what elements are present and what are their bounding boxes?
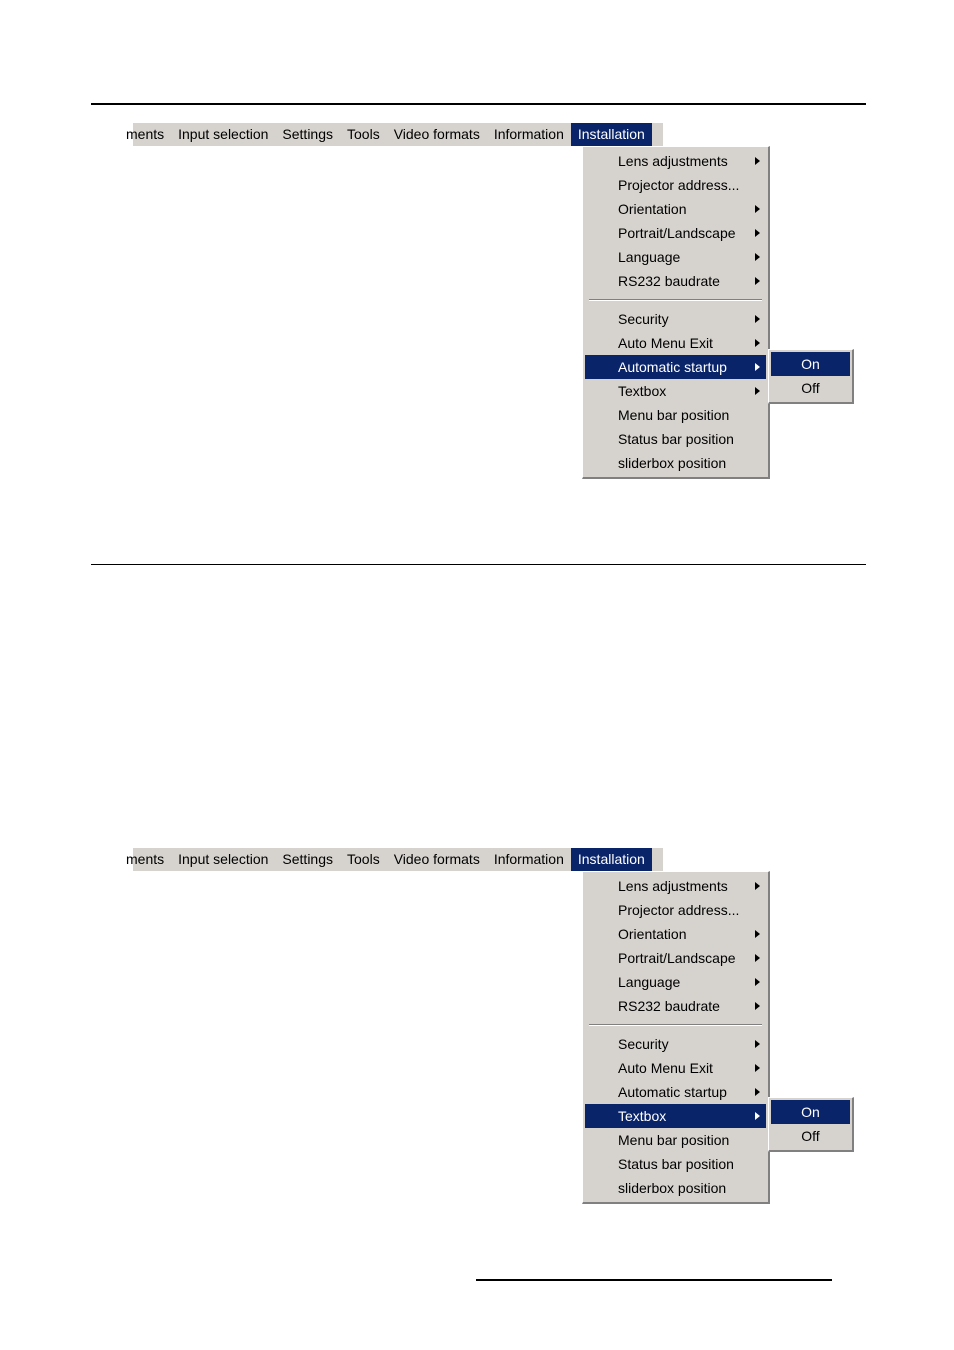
menu-option-textbox[interactable]: [585, 1104, 766, 1128]
submenu-arrow-icon: [755, 1112, 760, 1120]
option-label: Orientation: [618, 926, 687, 942]
option-label: Projector address...: [618, 902, 740, 918]
menu-option-security[interactable]: [585, 307, 766, 331]
menu-option-lens-adjustments[interactable]: [585, 874, 766, 898]
menu-option-rs232-baudrate[interactable]: [585, 269, 766, 293]
option-label: Projector address...: [618, 177, 740, 193]
option-label: Automatic startup: [618, 1084, 727, 1100]
screenshot-textbox: [0, 848, 954, 1208]
submenu-arrow-icon: [755, 229, 760, 237]
option-label: Security: [618, 1036, 669, 1052]
menu-item-installation[interactable]: Installation: [571, 123, 652, 146]
option-label: RS232 baudrate: [618, 998, 720, 1014]
menu-bar: [126, 123, 663, 146]
menu-option-auto-menu-exit[interactable]: [585, 331, 766, 355]
submenu-arrow-icon: [755, 205, 760, 213]
submenu-arrow-icon: [755, 363, 760, 371]
menu-option-sliderbox-position[interactable]: [585, 1176, 766, 1200]
option-label: Menu bar position: [618, 407, 730, 423]
submenu-arrow-icon: [755, 1002, 760, 1010]
menu-item-adjustments[interactable]: ments: [126, 126, 165, 142]
submenu-arrow-icon: [755, 978, 760, 986]
option-label: Auto Menu Exit: [618, 1060, 713, 1076]
menu-option-language[interactable]: [585, 245, 766, 269]
submenu-option-off[interactable]: Off: [801, 1128, 820, 1144]
menu-item-input-selection[interactable]: Input selection: [178, 851, 269, 867]
option-label: Language: [618, 249, 681, 265]
submenu-arrow-icon: [755, 387, 760, 395]
submenu-arrow-icon: [755, 315, 760, 323]
menu-separator: [589, 1024, 762, 1026]
option-label: RS232 baudrate: [618, 273, 720, 289]
menu-option-menu-bar-position[interactable]: [585, 403, 766, 427]
option-label: Language: [618, 974, 681, 990]
option-label: Status bar position: [618, 431, 734, 447]
option-label: Textbox: [618, 1108, 667, 1124]
option-label: sliderbox position: [618, 455, 727, 471]
footer-rule: [476, 1279, 832, 1281]
menu-option-projector-address[interactable]: [585, 898, 766, 922]
menu-item-video-formats[interactable]: Video formats: [393, 851, 480, 867]
menu-option-security[interactable]: [585, 1032, 766, 1056]
submenu-arrow-icon: [755, 954, 760, 962]
installation-dropdown: [582, 871, 770, 1204]
submenu-arrow-icon: [755, 1040, 760, 1048]
middle-rule: [91, 564, 866, 565]
menu-separator: [589, 299, 762, 301]
submenu-arrow-icon: [755, 253, 760, 261]
option-label: Automatic startup: [618, 359, 727, 375]
menu-item-settings[interactable]: Settings: [282, 126, 334, 142]
option-label: Menu bar position: [618, 1132, 730, 1148]
submenu-arrow-icon: [755, 339, 760, 347]
option-label: Security: [618, 311, 669, 327]
menu-option-language[interactable]: [585, 970, 766, 994]
menu-option-portrait-landscape[interactable]: [585, 221, 766, 245]
menu-option-sliderbox-position[interactable]: [585, 451, 766, 475]
menu-option-auto-menu-exit[interactable]: [585, 1056, 766, 1080]
submenu-arrow-icon: [755, 157, 760, 165]
menu-option-menu-bar-position[interactable]: [585, 1128, 766, 1152]
option-label: Lens adjustments: [618, 153, 728, 169]
option-label: Status bar position: [618, 1156, 734, 1172]
submenu-arrow-icon: [755, 1064, 760, 1072]
screenshot-automatic-startup: [0, 123, 954, 483]
top-rule: [91, 103, 866, 105]
menu-item-settings[interactable]: Settings: [282, 851, 334, 867]
menu-option-projector-address[interactable]: [585, 173, 766, 197]
menu-item-information[interactable]: Information: [493, 851, 564, 867]
submenu-option-off[interactable]: Off: [801, 380, 820, 396]
option-label: Lens adjustments: [618, 878, 728, 894]
option-label: Auto Menu Exit: [618, 335, 713, 351]
menu-option-rs232-baudrate[interactable]: [585, 994, 766, 1018]
submenu-option-on[interactable]: On: [771, 1100, 850, 1124]
menu-option-portrait-landscape[interactable]: [585, 946, 766, 970]
menu-option-orientation[interactable]: [585, 922, 766, 946]
installation-dropdown: [582, 146, 770, 479]
option-label: Portrait/Landscape: [618, 225, 736, 241]
submenu-arrow-icon: [755, 882, 760, 890]
menu-option-textbox[interactable]: [585, 379, 766, 403]
menu-item-adjustments[interactable]: ments: [126, 851, 165, 867]
submenu-arrow-icon: [755, 930, 760, 938]
menu-item-tools[interactable]: Tools: [347, 851, 380, 867]
menu-item-information[interactable]: Information: [493, 126, 564, 142]
submenu-option-on[interactable]: On: [771, 352, 850, 376]
option-label: sliderbox position: [618, 1180, 727, 1196]
menu-option-status-bar-position[interactable]: [585, 427, 766, 451]
menu-bar: [126, 848, 663, 871]
menu-option-lens-adjustments[interactable]: [585, 149, 766, 173]
submenu-arrow-icon: [755, 277, 760, 285]
menu-item-tools[interactable]: Tools: [347, 126, 380, 142]
menu-option-orientation[interactable]: [585, 197, 766, 221]
menu-item-installation[interactable]: Installation: [571, 848, 652, 871]
submenu-arrow-icon: [755, 1088, 760, 1096]
menu-item-video-formats[interactable]: Video formats: [393, 126, 480, 142]
option-label: Portrait/Landscape: [618, 950, 736, 966]
option-label: Textbox: [618, 383, 667, 399]
textbox-submenu: [768, 1097, 854, 1152]
menu-item-input-selection[interactable]: Input selection: [178, 126, 269, 142]
menu-option-automatic-startup[interactable]: [585, 355, 766, 379]
option-label: Orientation: [618, 201, 687, 217]
automatic-startup-submenu: [768, 349, 854, 404]
menu-option-status-bar-position[interactable]: [585, 1152, 766, 1176]
menu-option-automatic-startup[interactable]: [585, 1080, 766, 1104]
